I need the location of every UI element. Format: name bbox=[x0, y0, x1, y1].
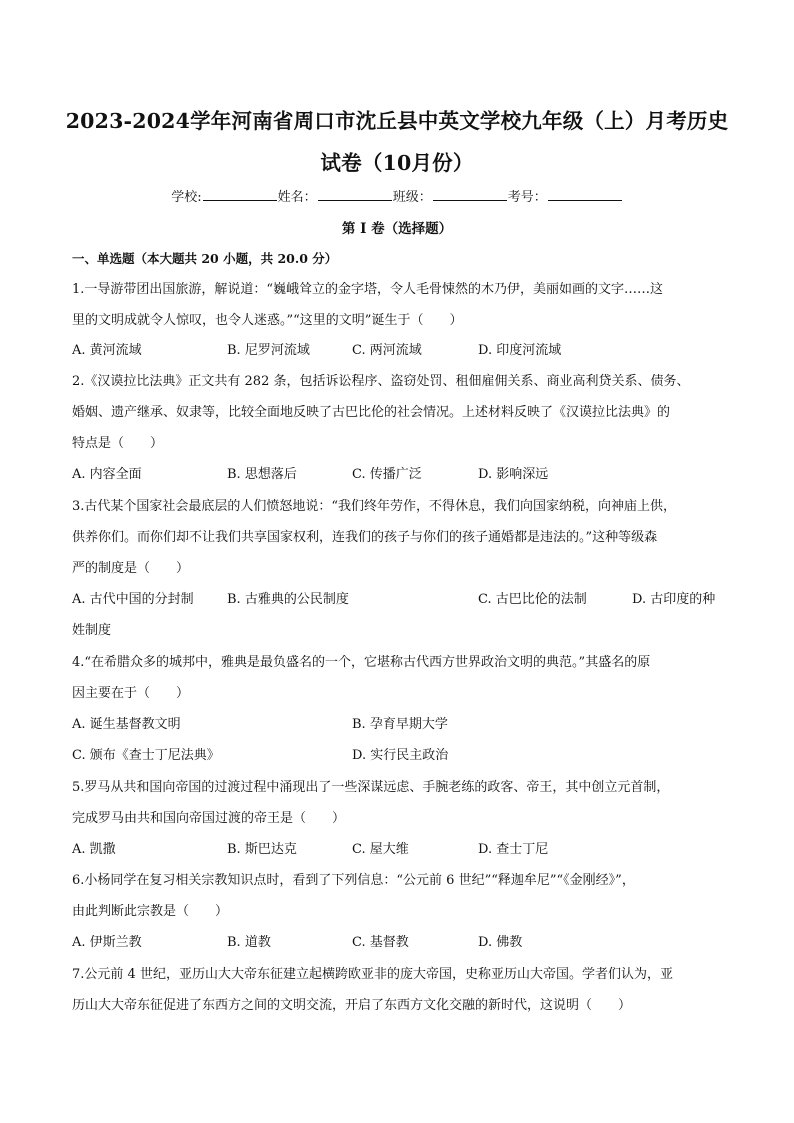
class-label: 班级： bbox=[392, 190, 432, 205]
question-6-line-1: 6.小杨同学在复习相关宗教知识点时，看到了下列信息：“公元前 6 世纪”“释迦牟尼”“《金刚经》”， bbox=[72, 873, 635, 888]
question-3-option-d-wrap: 姓制度 bbox=[72, 623, 112, 638]
name-label: 姓名： bbox=[277, 190, 317, 205]
option-c[interactable]: C. 古巴比伦的法制 bbox=[478, 592, 587, 607]
section-title: 第 I 卷（选择题） bbox=[341, 221, 453, 237]
question-4-line-2: 因主要在于（ ） bbox=[72, 686, 190, 701]
option-d[interactable]: D. 影响深远 bbox=[478, 467, 549, 482]
question-2-options bbox=[72, 466, 728, 484]
question-3-line-1: 3.古代某个国家社会最底层的人们愤怒地说：“我们终年劳作，不得休息，我们向国家纳税，向神庙上供， bbox=[72, 499, 677, 514]
option-a[interactable]: A. 古代中国的分封制 bbox=[72, 592, 194, 607]
option-a[interactable]: A. 凯撒 bbox=[72, 842, 116, 857]
student-info-row bbox=[0, 186, 794, 205]
option-c[interactable]: C. 基督教 bbox=[352, 935, 409, 950]
question-2-line-2: 婚姻、遗产继承、奴隶等，比较全面地反映了古巴比伦的社会情况。上述材料反映了《汉谟拉比法典》的 bbox=[72, 405, 671, 420]
exam-title-line-2: 试卷（10月份） bbox=[320, 151, 474, 175]
option-a[interactable]: A. 伊斯兰教 bbox=[72, 935, 142, 950]
option-b[interactable]: B. 斯巴达克 bbox=[227, 842, 297, 857]
school-label: 学校: bbox=[171, 190, 202, 205]
option-d[interactable]: D. 佛教 bbox=[478, 935, 523, 950]
option-d[interactable]: D. 实行民主政治 bbox=[352, 748, 449, 763]
part-heading: 一、单选题（本大题共 20 小题，共 20.0 分） bbox=[72, 251, 338, 266]
question-3-line-2: 供养你们。而你们却不让我们共享国家权利，连我们的孩子与你们的孩子通婚都是违法的。”这种等级森 bbox=[72, 530, 658, 545]
question-4-line-1: 4.“在希腊众多的城邦中，雅典是最负盛名的一个，它堪称古代西方世界政治文明的典范。”其盛名的原 bbox=[72, 655, 651, 670]
option-d[interactable]: D. 古印度的种 bbox=[632, 592, 716, 607]
question-6-line-2: 由此判断此宗教是（ ） bbox=[72, 904, 229, 919]
option-c[interactable]: C. 两河流域 bbox=[352, 343, 422, 358]
question-5-line-2: 完成罗马由共和国向帝国过渡的帝王是（ ） bbox=[72, 811, 346, 826]
option-b[interactable]: B. 孕育早期大学 bbox=[352, 717, 448, 732]
option-c[interactable]: C. 传播广泛 bbox=[352, 467, 422, 482]
option-b[interactable]: B. 思想落后 bbox=[227, 467, 297, 482]
question-4-options-row-1 bbox=[72, 716, 728, 734]
option-c[interactable]: C. 颁布《查士丁尼法典》 bbox=[72, 748, 220, 763]
name-blank[interactable] bbox=[318, 188, 392, 201]
question-1-options bbox=[72, 342, 728, 360]
option-d[interactable]: D. 印度河流域 bbox=[478, 343, 562, 358]
exam-number-label: 考号： bbox=[507, 190, 547, 205]
option-c[interactable]: C. 屋大维 bbox=[352, 842, 409, 857]
question-7-line-2: 历山大大帝东征促进了东西方之间的文明交流，开启了东西方文化交融的新时代，这说明（ ） bbox=[72, 998, 632, 1013]
exam-title-line-1: 2023-2024学年河南省周口市沈丘县中英文学校九年级（上）月考历史 bbox=[65, 109, 729, 133]
class-blank[interactable] bbox=[433, 188, 507, 201]
question-4-options-row-2 bbox=[72, 747, 728, 765]
question-3-options bbox=[72, 591, 728, 609]
option-b[interactable]: B. 古雅典的公民制度 bbox=[227, 592, 349, 607]
option-b[interactable]: B. 道教 bbox=[227, 935, 271, 950]
option-a[interactable]: A. 诞生基督教文明 bbox=[72, 717, 181, 732]
question-7-line-1: 7.公元前 4 世纪，亚历山大大帝东征建立起横跨欧亚非的庞大帝国，史称亚历山大帝国。学者们认为，亚 bbox=[72, 967, 673, 982]
question-5-options bbox=[72, 841, 728, 859]
question-2-line-3: 特点是（ ） bbox=[72, 436, 164, 451]
option-a[interactable]: A. 黄河流域 bbox=[72, 343, 142, 358]
school-blank[interactable] bbox=[203, 188, 277, 201]
question-5-line-1: 5.罗马从共和国向帝国的过渡过程中涌现出了一些深谋远虑、手腕老练的政客、帝王，其中创立元首制， bbox=[72, 780, 670, 795]
question-1-line-2: 里的文明成就令人惊叹，也令人迷惑。”“这里的文明”诞生于（ ） bbox=[72, 313, 463, 328]
question-3-line-3: 严的制度是（ ） bbox=[72, 561, 190, 576]
question-6-options bbox=[72, 934, 728, 952]
question-1-line-1: 1.一导游带团出国旅游，解说道：“巍峨耸立的金字塔，令人毛骨悚然的木乃伊，美丽如画的文字……这 bbox=[72, 282, 664, 297]
option-b[interactable]: B. 尼罗河流域 bbox=[227, 343, 310, 358]
question-2-line-1: 2.《汉谟拉比法典》正文共有 282 条，包括诉讼程序、盗窃处罚、租佃雇佣关系、商业高利贷关系、债务、 bbox=[72, 374, 690, 389]
option-a[interactable]: A. 内容全面 bbox=[72, 467, 142, 482]
option-d[interactable]: D. 查士丁尼 bbox=[478, 842, 549, 857]
exam-number-blank[interactable] bbox=[548, 188, 622, 201]
